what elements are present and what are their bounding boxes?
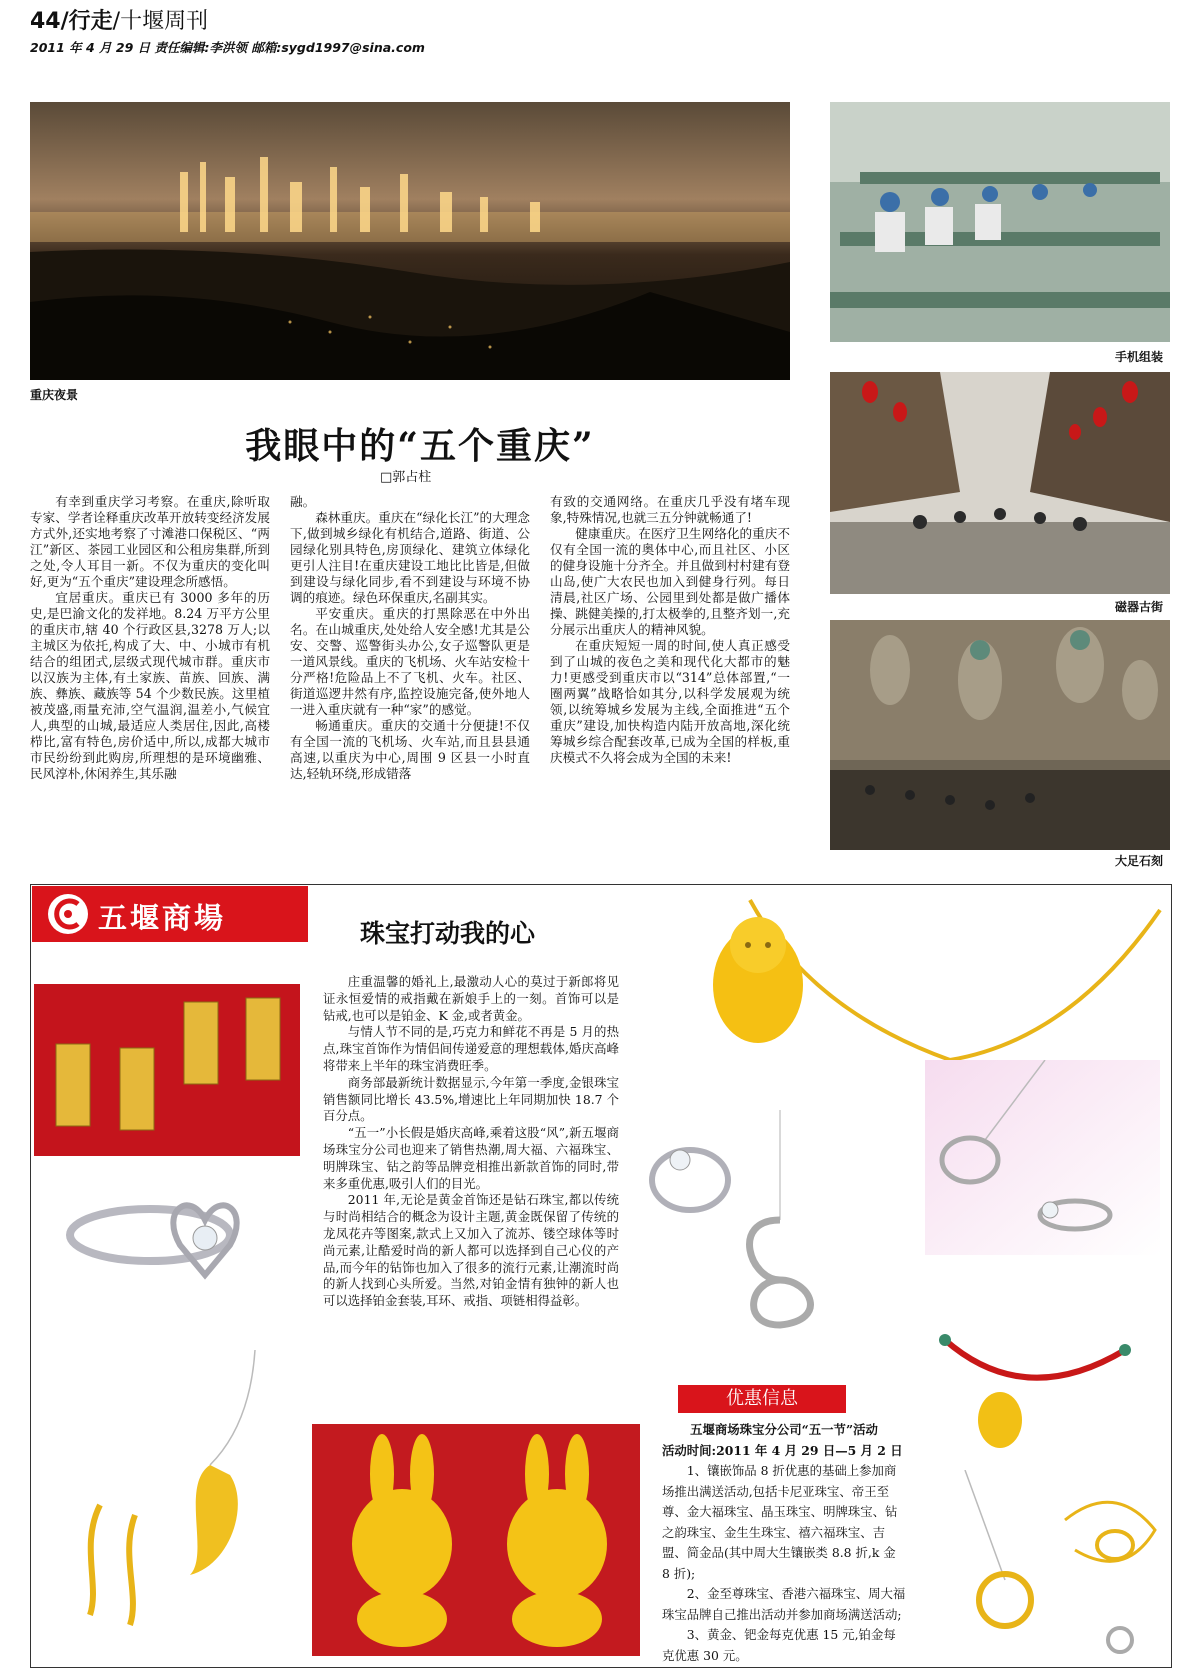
gold-necklace-ring-image bbox=[925, 1470, 1167, 1660]
paragraph: 森林重庆。重庆在“绿化长江”的大理念下,做到城乡绿化有机结合,道路、街道、公园绿化别具特色,房顶绿化、建筑立体绿化更引人注目!在重庆建设工地比比皆是,但做到建设与绿化同步,看不到建设与环境不协调的痕迹。绿色环保重庆,名副其实。 bbox=[290, 510, 530, 605]
article-author: □郭占柱 bbox=[380, 470, 432, 485]
paragraph: 畅通重庆。重庆的交通十分便捷!不仅有全国一流的飞机场、火车站,而且县县通高速,以重庆为中心,周围 9 区县一小时直达,轻轨环绕,形成错落 bbox=[290, 718, 530, 781]
chongqing-night-photo bbox=[30, 102, 790, 380]
paragraph: 宜居重庆。重庆已有 3000 多年的历史,是巴渝文化的发祥地。8.24 万平方公里的重庆市,辖 40 个行政区县,3278 万人;以主城区为依托,构成了大、中、小城市有机结合的组团式,层级式现代城市群。重庆市以汉族为主体,有土家族、苗族、回族、满族、彝族、藏族等 54 个少数民族。这里植被茂盛,雨量充沛,空气温润,温差小,气候宜人,典型的山城,最适应人类居住,因此,高楼栉比,富有特色,房价适中,所以,成都大城市市民纷纷到此购房,所理想的是环境幽雅、民风淳朴,休闲养生,其乐融 bbox=[30, 590, 270, 781]
gold-bars-image bbox=[34, 984, 300, 1156]
logo-text: 五堰商場 bbox=[98, 901, 227, 935]
phone-assembly-photo bbox=[830, 102, 1170, 342]
paper-name: 十堰周刊 bbox=[120, 9, 209, 34]
article-column-1 bbox=[30, 494, 270, 782]
logo-emblem-icon bbox=[48, 894, 88, 934]
ad-title: 珠宝打动我的心 bbox=[360, 919, 536, 948]
paragraph: 平安重庆。重庆的打黑除恶在中外出名。在山城重庆,处处给人安全感!尤其是公安、交警、巡警街头办公,女子巡警队更是一道风景线。重庆的飞机场、火车站安检十分严格!危险品上不了飞机、火车。社区、街道巡逻井然有序,监控设施完备,使外地人一进入重庆就有一种“家”的感觉。 bbox=[290, 606, 530, 717]
paragraph: 健康重庆。在医疗卫生网络化的重庆不仅有全国一流的奥体中心,而且社区、小区的健身设施十分齐全。并且做到村村建有登山岛,使广大农民也加入到健身行列。每日清晨,社区广场、公园里到处都是做广播体操、跳健美操的,打太极拳的,且整齐划一,充分展示出重庆人的精神风貌。 bbox=[550, 526, 790, 637]
paragraph: 融。 bbox=[290, 494, 316, 509]
dazu-rock-carvings-caption: 大足石刻 bbox=[1115, 854, 1164, 868]
heart-diamond-ring-image bbox=[60, 1180, 300, 1330]
paragraph: 有幸到重庆学习考察。在重庆,除听取专家、学者诠释重庆改革开放转变经济发展方式外,还实地考察了寸滩港口保税区、“两江”新区、茶园工业园区和公租房集群,所到之处,令人耳目一新。不仅为重庆的变化叫好,更为“五个重庆”建设理念所感悟。 bbox=[30, 494, 270, 589]
ciqikou-street-caption: 磁器古街 bbox=[1115, 600, 1164, 614]
editor-line: 2011 年 4 月 29 日 责任编辑:李洪领 邮箱:sygd1997@sina.com bbox=[30, 40, 425, 55]
wuyan-mall-logo bbox=[32, 886, 308, 942]
article-title: 我眼中的“五个重庆” bbox=[245, 425, 595, 467]
paragraph: 庄重温馨的婚礼上,最激动人心的莫过于新郎将见证永恒爱情的戒指戴在新娘手上的一刻。首饰可以是钻戒,也可以是铂金、K 金,或者黄金。 bbox=[323, 974, 619, 1023]
promotion-item: 3、黄金、钯金每克优惠 15 元,铂金每克优惠 30 元。 bbox=[662, 1627, 896, 1663]
section-name: 行走 bbox=[68, 9, 113, 34]
promotion-info bbox=[662, 1420, 906, 1666]
phone-assembly-caption: 手机组装 bbox=[1115, 350, 1164, 364]
article-column-3 bbox=[550, 494, 790, 766]
promotion-title: 五堰商场珠宝分公司“五一节”活动 bbox=[690, 1422, 878, 1437]
promotion-item: 1、镶嵌饰品 8 折优惠的基础上参加商场推出满送活动,包括卡尼亚珠宝、帝王至尊、金大福珠宝、晶玉珠宝、明牌珠宝、钻之韵珠宝、金生生珠宝、禧六福珠宝、吉盟、简金品(其中周大生镶嵌类 8.8 折,k 金 8 折); bbox=[662, 1463, 898, 1581]
paragraph: 商务部最新统计数据显示,今年第一季度,金银珠宝销售额同比增长 43.5%,增速比上年同期加快 18.7 个百分点。 bbox=[323, 1074, 619, 1124]
gold-pendant-earrings-image bbox=[60, 1345, 300, 1655]
page-number: 44/ bbox=[30, 9, 69, 34]
promotion-item: 2、金至尊珠宝、香港六福珠宝、周大福珠宝品牌自己推出活动并参加商场满送活动; bbox=[662, 1586, 906, 1622]
paragraph: 在重庆短短一周的时间,使人真正感受到了山城的夜色之美和现代化大都市的魅力!更感受到重庆市以“314”总体部置,“一圈两翼”战略恰如其分,以科学发展观为统领,以统筹城乡发展为主线,全面推进“五个重庆”建设,加快构造内陆开放高地,深化统筹城乡综合配套改革,已成为全国的样板,重庆模式不久将会成为全国的未来! bbox=[550, 638, 790, 765]
dazu-rock-carvings-photo bbox=[830, 620, 1170, 850]
night-photo-caption: 重庆夜景 bbox=[30, 388, 79, 402]
paragraph: 2011 年,无论是黄金首饰还是钻石珠宝,都以传统与时尚相结合的概念为设计主题,黄金既保留了传统的龙凤花卉等图案,款式上又加入了流苏、镂空球体等时尚元素,让酷爱时尚的新人都可以选择到自己心仪的产品,而今年的钻饰也加入了很多的流行元素,让潮流时尚的新人找到心头所爱。当然,对铂金情有独钟的新人也可以选择铂金套装,耳环、戒指、项链相得益彰。 bbox=[323, 1192, 619, 1309]
paragraph: 与情人节不同的是,巧克力和鲜花不再是 5 月的热点,珠宝首饰作为情侣间传递爱意的理想载体,婚庆高峰将带来上半年的珠宝消费旺季。 bbox=[323, 1024, 619, 1073]
article-column-2 bbox=[290, 494, 530, 782]
masthead-slash: / bbox=[112, 9, 121, 34]
silver-ring-pendant-image bbox=[640, 1110, 860, 1350]
promotion-time: 活动时间:2011 年 4 月 29 日—5 月 2 日 bbox=[662, 1442, 903, 1458]
gold-rabbit-figurines-image bbox=[312, 1424, 640, 1656]
silver-jewelry-set-image bbox=[925, 1060, 1160, 1255]
paragraph: 有致的交通网络。在重庆几乎没有堵车现象,特殊情况,也就三五分钟就畅通了! bbox=[550, 494, 790, 525]
paragraph: “五一”小长假是婚庆高峰,乘着这股“风”,新五堰商场珠宝分公司也迎来了销售热潮,周大福、六福珠宝、明牌珠宝、钻之韵等品牌竞相推出新款首饰的同时,带来多重优惠,吸引人们的目光。 bbox=[323, 1125, 619, 1191]
red-string-gold-bracelet-image bbox=[925, 1310, 1140, 1458]
ad-body bbox=[323, 974, 619, 1310]
masthead bbox=[30, 4, 208, 35]
promotion-badge: 优惠信息 bbox=[678, 1385, 846, 1413]
ciqikou-street-photo bbox=[830, 372, 1170, 594]
